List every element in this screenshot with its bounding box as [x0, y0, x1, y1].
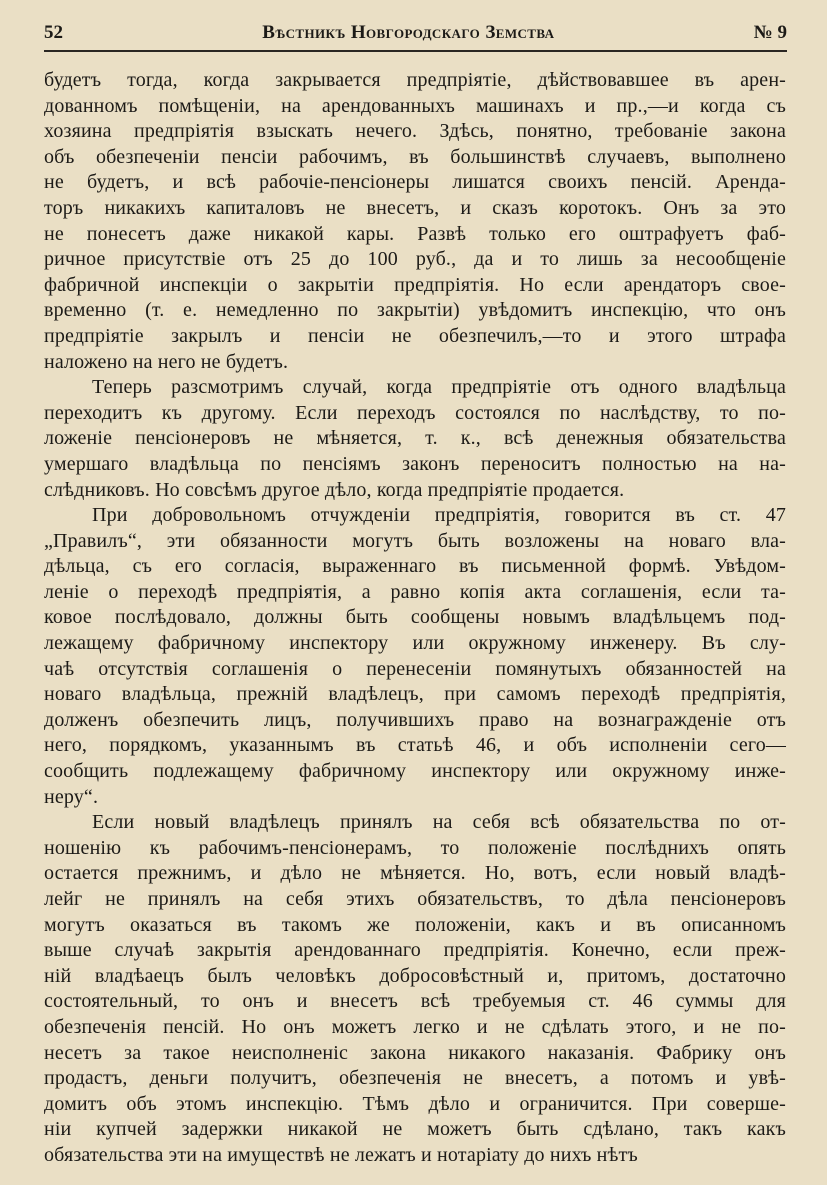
text-line: остается прежнимъ, и дѣло не мѣняется. Но, вотъ, если новый владѣ- — [44, 862, 786, 885]
text-line: умершаго владѣльца по пенсіямъ законъ переноситъ полностью на на- — [44, 452, 786, 475]
text-line: „Правилъ“, эти обязанности могутъ быть возложены на новаго вла- — [44, 529, 786, 552]
text-line: не понесетъ даже никакой кары. Развѣ только его оштрафуетъ фаб- — [44, 222, 786, 245]
text-line: дѣльца, съ его согласія, выраженнаго въ письменной формѣ. Увѣдом- — [44, 555, 786, 578]
text-line: предпріятіе закрылъ и пенсіи не обезпечилъ,—то и этого штрафа — [44, 324, 786, 347]
text-line: несетъ за такое неисполненіс закона никакого наказанія. Фабрику онъ — [44, 1041, 786, 1064]
text-line: торъ никакихъ капиталовъ не внесетъ, и сказъ коротокъ. Онъ за это — [44, 196, 786, 219]
text-line: временно (т. е. немедленно по закрытіи) увѣдомитъ инспекцію, что онъ — [44, 299, 786, 322]
text-line: него, порядкомъ, указаннымъ въ статьѣ 46, и объ исполненіи сего— — [44, 734, 786, 757]
text-line: лежащему фабричному инспектору или окружному инженеру. Въ слу- — [44, 632, 786, 655]
text-line: состоятельный, то онъ и внесетъ всѣ требуемыя ст. 46 суммы для — [44, 990, 786, 1013]
text-line: слѣдниковъ. Но совсѣмъ другое дѣло, когда предпріятіе продается. — [44, 478, 625, 501]
text-line: При добровольномъ отчужденіи предпріятія, говорится въ ст. 47 — [92, 504, 786, 527]
text-line: наложено на него не будетъ. — [44, 350, 289, 373]
text-line: новаго владѣльца, прежній владѣлецъ, при самомъ переходѣ предпріятія, — [44, 683, 786, 706]
text-line: леніе о переходѣ предпріятія, а равно копія акта соглашенія, если та- — [44, 580, 786, 603]
text-line: переходитъ къ другому. Если переходъ состоялся по наслѣдству, то по- — [44, 401, 786, 424]
issue-number: № 9 — [753, 22, 787, 43]
text-line: лейг не принялъ на себя этихъ обязательствъ, то дѣла пенсіонеровъ — [44, 888, 786, 910]
text-line: ніи купчей задержки никакой не можетъ быть сдѣлано, такъ какъ — [44, 1118, 786, 1141]
text-line: выше случаѣ закрытія арендованнаго предпріятія. Конечно, если преж- — [44, 939, 786, 962]
text-line: сообщить подлежащему фабричному инспектору или окружному инже- — [44, 760, 786, 783]
text-line: продастъ, деньги получитъ, обезпеченія не внесетъ, а потомъ и увѣ- — [44, 1067, 786, 1090]
text-line: ній владѣаецъ былъ человѣкъ добросовѣстный и, притомъ, достаточно — [44, 964, 786, 987]
text-line: объ обезпеченіи пенсіи рабочимъ, въ большинствѣ случаевъ, выполнено — [44, 145, 786, 168]
text-line: неру“. — [44, 785, 99, 808]
article-body — [44, 68, 786, 1169]
text-line: чаѣ отсутствія соглашенія о перенесеніи помянутыхъ обязанностей на — [44, 657, 786, 680]
text-line: ковое послѣдовало, должны быть сообщены новымъ владѣльцемъ под- — [44, 606, 786, 629]
text-line: будетъ тогда, когда закрывается предпріятіе, дѣйствовавшее въ арен- — [44, 69, 786, 91]
text-line: ричное присутствіе отъ 25 до 100 руб., да и то лишь за несообщеніе — [44, 248, 786, 271]
text-line: фабричной инспекціи о закрытіи предпріятія. Но если арендаторъ свое- — [44, 273, 786, 296]
text-line: хозяина предпріятія взыскать нечего. Здѣсь, понятно, требованіе закона — [44, 120, 786, 143]
text-line: не будетъ, и всѣ рабочіе-пенсіонеры лишатся своихъ пенсій. Арендa- — [44, 171, 786, 194]
journal-title: Вѣстникъ Новгородскаго Земства — [262, 22, 555, 43]
text-line: ложеніе пенсіонеровъ не мѣняется, т. к., всѣ денежныя обязательства — [44, 427, 786, 450]
running-header — [44, 18, 787, 48]
text-line: могутъ оказаться въ такомъ же положеніи, какъ и въ описанномъ — [44, 913, 786, 936]
text-line: Если новый владѣлецъ принялъ на себя всѣ обязательства по от- — [92, 811, 786, 834]
header-rule — [44, 50, 787, 52]
page-number: 52 — [44, 22, 63, 43]
text-line: обезпеченія пенсій. Но онъ можетъ легко и не сдѣлать этого, и не по- — [44, 1015, 786, 1038]
text-line: долженъ обезпечить лицъ, получившихъ право на вознагражденіе отъ — [44, 708, 786, 731]
text-line: обязательства эти на имуществѣ не лежатъ и нотаріату до нихъ нѣтъ — [44, 1143, 638, 1166]
text-line: Теперь разсмотримъ случай, когда предпріятіе отъ одного владѣльца — [92, 376, 786, 399]
text-line: дованномъ помѣщеніи, на арендованныхъ машинахъ и пр.,—и когда съ — [44, 94, 786, 117]
text-line: домитъ объ этомъ инспекцію. Тѣмъ дѣло и ограничится. При соверше- — [44, 1092, 786, 1115]
text-line: ношенію къ рабочимъ-пенсіонерамъ, то положеніе послѣднихъ опять — [44, 836, 786, 859]
